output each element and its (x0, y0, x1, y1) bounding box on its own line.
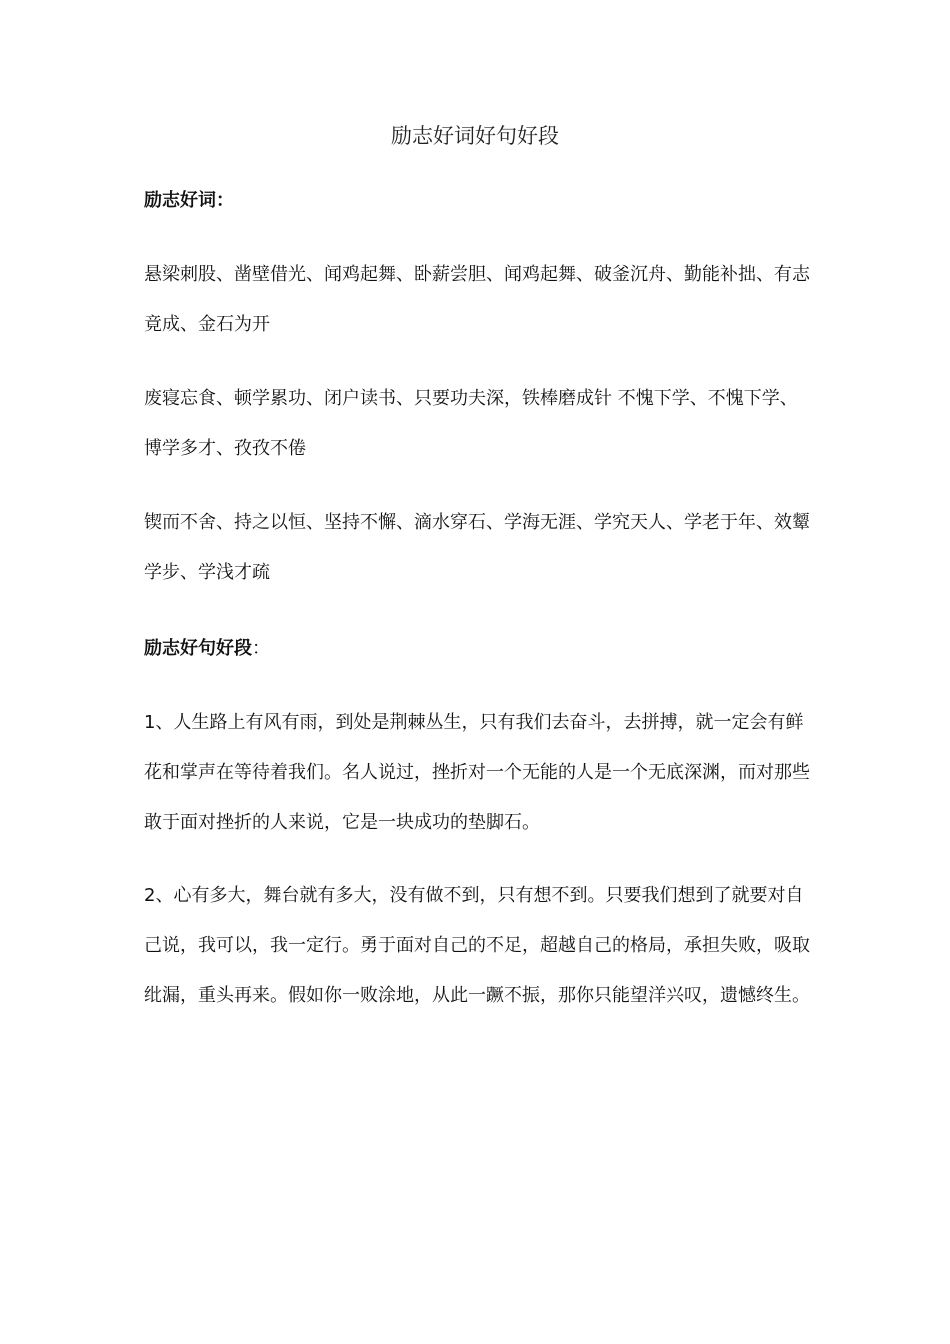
section-heading-text: 励志好词 (144, 190, 216, 211)
sentences-paragraph: 2、心有多大，舞台就有多大，没有做不到，只有想不到。只要我们想到了就要对自己说，我可以，我一定行。勇于面对自己的不足，超越自己的格局，承担失败，吸取纰漏，重头再来。假如你一败涂地，从此一蹶不振，那你只能望洋兴叹，遗憾终生。 (144, 885, 810, 1006)
words-paragraph: 锲而不舍、持之以恒、坚持不懈、滴水穿石、学海无涯、学究天人、学老于年、效颦学步、学浅才疏 (144, 512, 810, 583)
words-paragraph: 悬梁刺股、凿壁借光、闻鸡起舞、卧薪尝胆、闻鸡起舞、破釜沉舟、勤能补拙、有志竟成、金石为开 (144, 264, 810, 335)
section-heading-colon: ： (216, 190, 234, 211)
section-heading-colon: ： (252, 638, 270, 659)
sentences-paragraph: 1、人生路上有风有雨，到处是荆棘丛生，只有我们去奋斗，去拼搏，就一定会有鲜花和掌声在等待着我们。名人说过，挫折对一个无能的人是一个无底深渊，而对那些敢于面对挫折的人来说，它是一块成功的垫脚石。 (144, 712, 810, 833)
section-heading-text: 励志好句好段 (144, 638, 252, 659)
section-heading-sentences (144, 634, 270, 664)
words-paragraph: 废寝忘食、顿学累功、闭户读书、只要功夫深，铁棒磨成针 不愧下学、不愧下学、博学多才、孜孜不倦 (144, 388, 798, 459)
section-heading-words (144, 186, 234, 216)
document-title: 励志好词好句好段 (391, 124, 559, 148)
